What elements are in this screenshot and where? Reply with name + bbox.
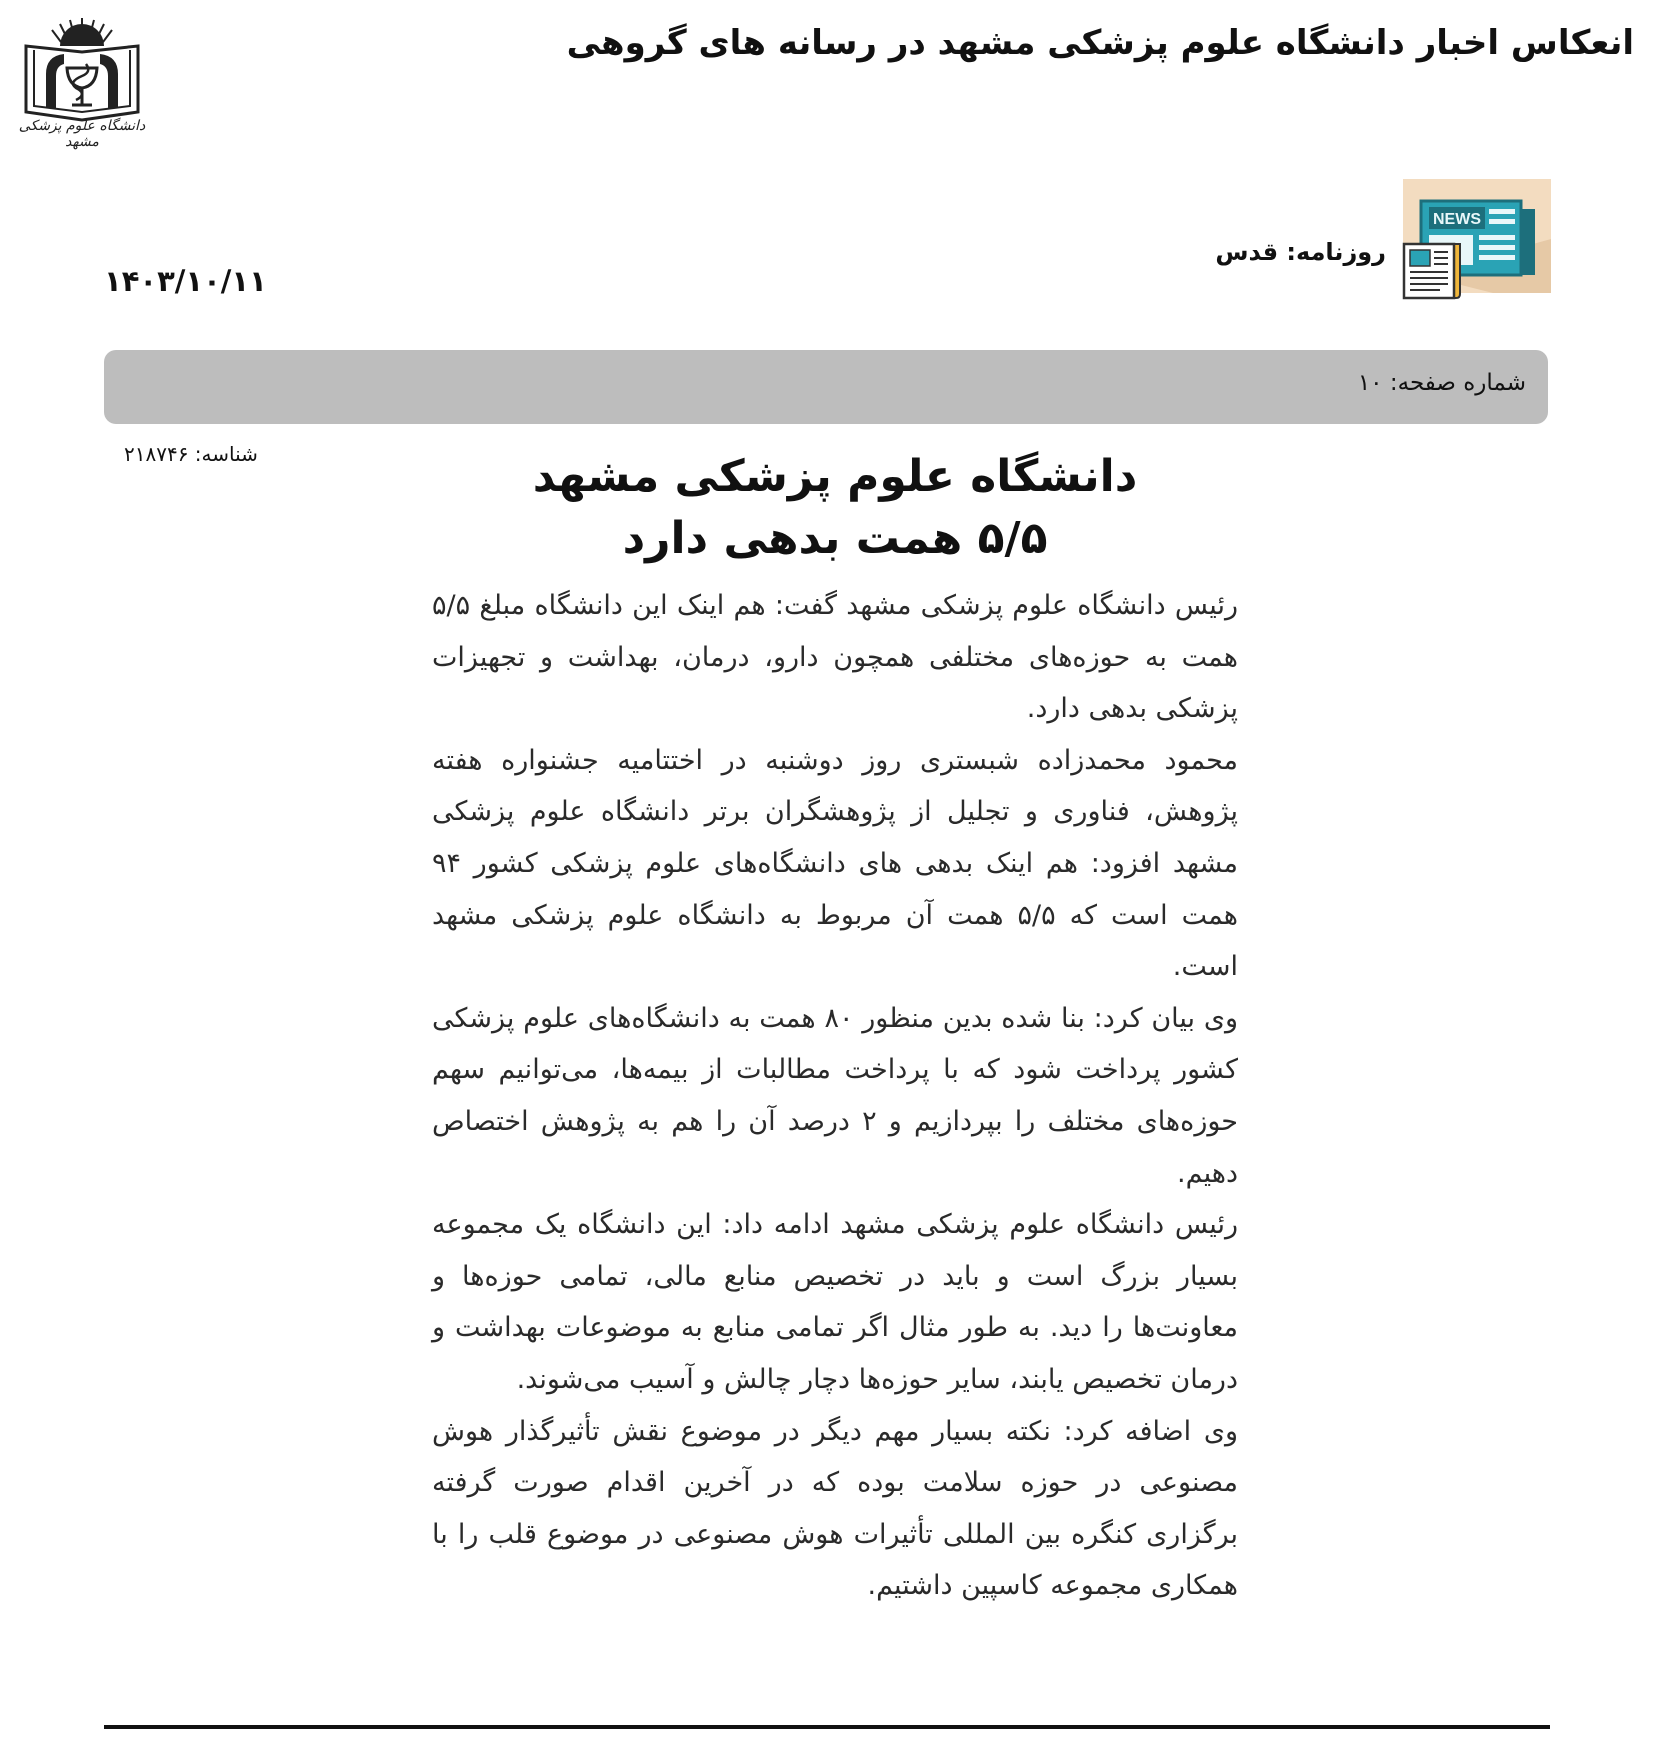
article-paragraph: وی بیان کرد: بنا شده بدین منظور ۸۰ همت به دانشگاه‌های علوم پزشکی کشور پرداخت شود که با پرداخت مطالبات از بیمه‌ها، می‌توانیم سهم حوزه‌های مختلف را بپردازیم و ۲ درصد آن را هم به پژوهش اختصاص دهیم. <box>432 1002 1239 1189</box>
article-body <box>432 580 1238 1612</box>
document-id: شناسه: ۲۱۸۷۴۶ <box>124 442 258 466</box>
headline-line-2: ۵/۵ همت بدهی دارد <box>622 513 1048 564</box>
page-number: شماره صفحه: ۱۰ <box>1357 370 1526 396</box>
newspaper-icon <box>1400 240 1466 300</box>
article-paragraph: محمود محمدزاده شبستری روز دوشنبه در اختتامیه جشنواره هفته پژوهش، فناوری و تجلیل از پژوهشگران برتر دانشگاه علوم پزشکی مشهد افزود: هم اینک بدهی های دانشگاه‌های علوم پزشکی کشور ۹۴ همت است که ۵/۵ همت آن مربوط به دانشگاه علوم پزشکی مشهد است. <box>432 744 1238 983</box>
article-paragraph: رئیس دانشگاه علوم پزشکی مشهد گفت: هم اینک این دانشگاه مبلغ ۵/۵ همت به حوزه‌های مختلفی همچون دارو، درمان، بهداشت و تجهیزات پزشکی بدهی دارد. <box>432 590 1238 725</box>
news-article <box>432 446 1238 1612</box>
bottom-divider <box>104 1725 1550 1729</box>
article-paragraph: وی اضافه کرد: نکته بسیار مهم دیگر در موضوع نقش تأثیرگذار هوش مصنوعی در حوزه سلامت بوده که در آخرین اقدام صورت گرفته برگزاری کنگره بین المللی تأثیرات هوش مصنوعی در موضوع قلب را با همکاری مجموعه کاسپین داشتیم. <box>432 1415 1238 1602</box>
page-info-bar <box>104 350 1548 424</box>
headline-line-1: دانشگاه علوم پزشکی مشهد <box>532 451 1138 502</box>
newspaper-name: روزنامه: قدس <box>1215 238 1386 266</box>
article-paragraph: رئیس دانشگاه علوم پزشکی مشهد ادامه داد: این دانشگاه یک مجموعه بسیار بزرگ است و باید در تخصیص منابع مالی، تمامی حوزه‌ها و معاونت‌ها را دید. به طور مثال اگر تمامی منابع به موضوعات بهداشت و درمان تخصیص یابند، سایر حوزه‌ها دچار چالش و آسیب می‌شوند. <box>432 1209 1238 1395</box>
logo-caption: دانشگاه علوم پزشکی مشهد <box>18 118 146 150</box>
page-title: انعکاس اخبار دانشگاه علوم پزشکی مشهد در رسانه های گروهی <box>566 23 1634 63</box>
publish-date: ۱۴۰۳/۱۰/۱۱ <box>104 264 267 298</box>
article-headline <box>432 446 1238 570</box>
news-badge-text: NEWS <box>1433 211 1481 228</box>
